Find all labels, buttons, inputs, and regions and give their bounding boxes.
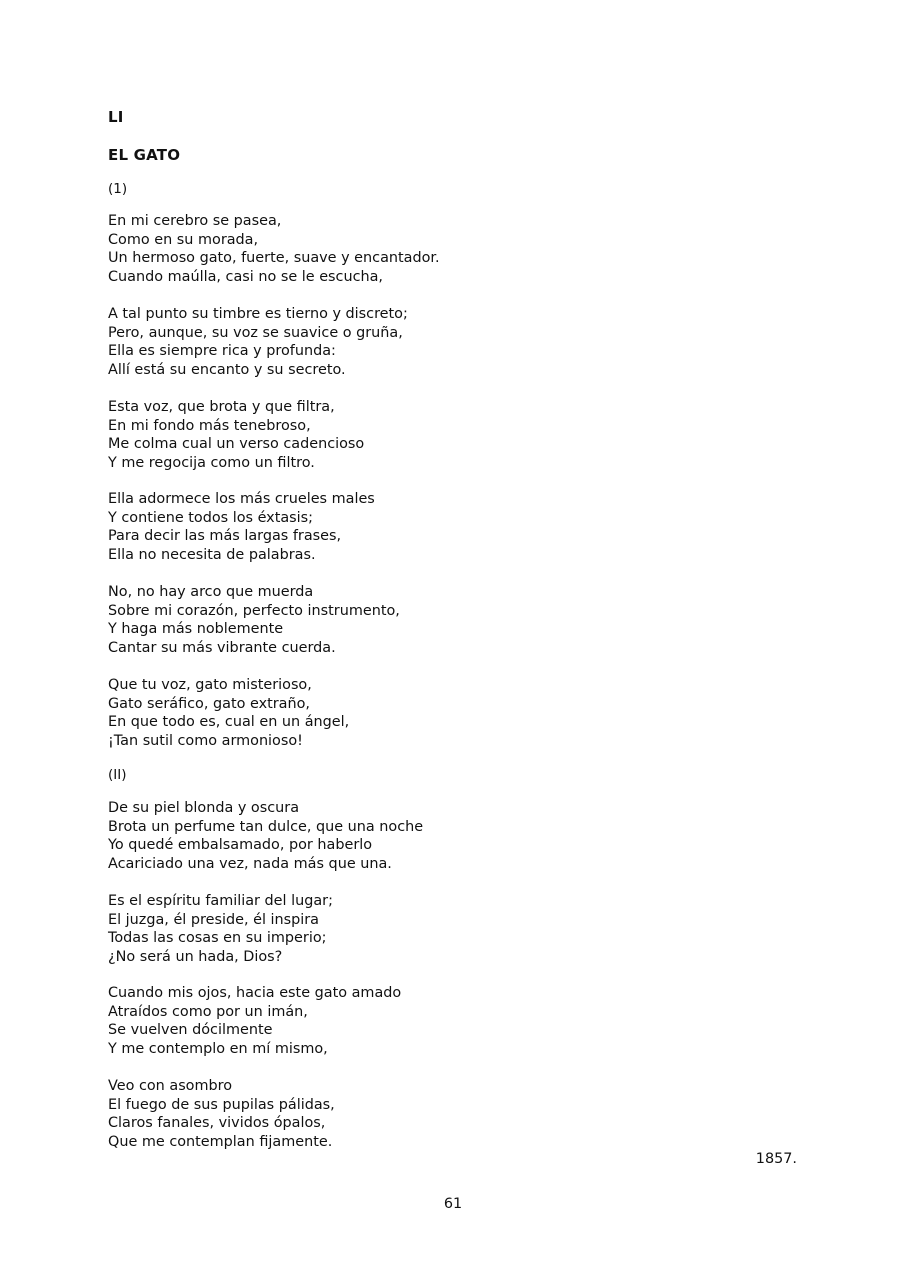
verse-line: Cantar su más vibrante cuerda. xyxy=(108,639,336,656)
verse-line: Acariciado una vez, nada más que una. xyxy=(108,855,392,872)
verse-line: Sobre mi corazón, perfecto instrumento, xyxy=(108,602,400,619)
stanza xyxy=(108,305,408,379)
verse-line: Gato seráfico, gato extraño, xyxy=(108,695,310,712)
stanza xyxy=(108,1077,335,1151)
verse-line: El juzga, él preside, él inspira xyxy=(108,911,319,928)
verse-line: Como en su morada, xyxy=(108,231,259,248)
verse-line: Que me contemplan fijamente. xyxy=(108,1133,333,1150)
stanza xyxy=(108,583,400,657)
verse-line: Claros fanales, vividos ópalos, xyxy=(108,1115,326,1132)
verse-line: Veo con asombro xyxy=(108,1078,233,1094)
verse-line: Yo quedé embalsamado, por haberlo xyxy=(108,837,373,854)
verse-line: Y me regocija como un filtro. xyxy=(108,454,315,471)
verse-line: En mi fondo más tenebroso, xyxy=(108,417,311,434)
poem-date: 1857. xyxy=(755,1151,797,1167)
verse-line: Esta voz, que brota y que filtra, xyxy=(108,399,335,415)
verse-line: El fuego de sus pupilas pálidas, xyxy=(108,1096,335,1113)
verse-line: Se vuelven dócilmente xyxy=(108,1022,273,1039)
stanza xyxy=(108,490,375,564)
poem-number: LI xyxy=(108,108,124,126)
verse-line: Todas las cosas en su imperio; xyxy=(108,930,327,947)
verse-line: Que tu voz, gato misterioso, xyxy=(108,677,312,693)
verse-line: En mi cerebro se pasea, xyxy=(108,213,282,229)
verse-line: Es el espíritu familiar del lugar; xyxy=(108,893,333,909)
verse-line: Un hermoso gato, fuerte, suave y encantador. xyxy=(108,250,440,267)
verse-line: Y me contemplo en mí mismo, xyxy=(108,1040,328,1057)
verse-line: Me colma cual un verso cadencioso xyxy=(108,436,365,453)
verse-line: Para decir las más largas frases, xyxy=(108,528,342,545)
verse-line: Cuando mis ojos, hacia este gato amado xyxy=(108,985,402,1001)
verse-line: A tal punto su timbre es tierno y discreto; xyxy=(108,306,408,322)
verse-line: Ella no necesita de palabras. xyxy=(108,546,316,563)
verse-line: Pero, aunque, su voz se suavice o gruña, xyxy=(108,324,403,341)
stanza xyxy=(108,799,423,873)
page-number: 61 xyxy=(443,1196,463,1212)
verse-line: En que todo es, cual en un ángel, xyxy=(108,714,350,731)
poem-title: EL GATO xyxy=(108,146,181,164)
verse-line: Cuando maúlla, casi no se le escucha, xyxy=(108,268,384,285)
section-mark-2: (II) xyxy=(108,767,127,783)
stanza xyxy=(108,398,364,472)
stanza xyxy=(108,212,440,286)
verse-line: Ella adormece los más crueles males xyxy=(108,491,375,507)
section-mark-1: (1) xyxy=(108,181,128,197)
verse-line: Y contiene todos los éxtasis; xyxy=(108,509,313,526)
verse-line: ¡Tan sutil como armonioso! xyxy=(108,732,303,749)
verse-line: Y haga más noblemente xyxy=(108,621,284,638)
verse-line: Atraídos como por un imán, xyxy=(108,1003,308,1020)
stanza xyxy=(108,984,401,1058)
verse-line: No, no hay arco que muerda xyxy=(108,584,314,600)
stanza xyxy=(108,892,333,966)
verse-line: Allí está su encanto y su secreto. xyxy=(108,361,346,378)
verse-line: ¿No será un hada, Dios? xyxy=(108,948,283,965)
verse-line: Ella es siempre rica y profunda: xyxy=(108,343,336,360)
verse-line: Brota un perfume tan dulce, que una noche xyxy=(108,818,424,835)
verse-line: De su piel blonda y oscura xyxy=(108,800,300,816)
stanza xyxy=(108,676,349,750)
